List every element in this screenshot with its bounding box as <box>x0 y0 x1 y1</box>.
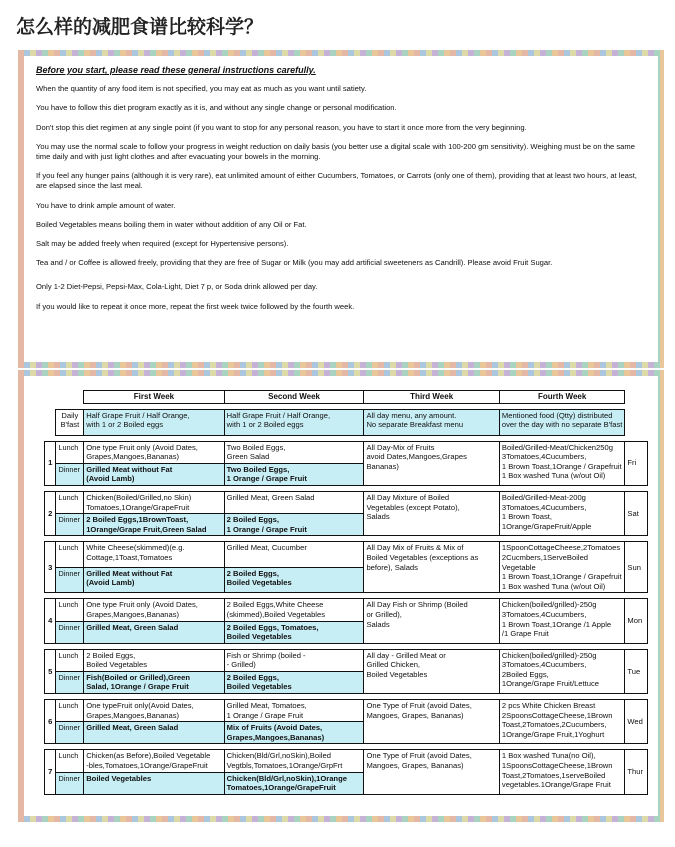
diet-table-panel <box>18 370 664 822</box>
dinner-label: Dinner <box>56 514 84 536</box>
instruction-item: Only 1-2 Diet-Pepsi, Pepsi-Max, Cola-Light, Diet 7 p, or Soda drink allowed per day. <box>36 282 318 292</box>
dinner-label: Dinner <box>56 671 84 693</box>
instruction-item: You have to drink ample amount of water. <box>36 200 176 210</box>
weekday-label: Fri <box>625 441 648 485</box>
weekday-label: Mon <box>625 599 648 643</box>
week4-day-menu: 1SpoonCottageCheese,2Tomatoes 2Cucmbers,1ServeBoiled Vegetable 1 Brown Toast,1Orange / Grapefruit 1 Box washed Tuna (w/out Oil) <box>499 542 625 593</box>
weekday-label: Thur <box>625 750 648 794</box>
week2-lunch: 2 Boiled Eggs,White Cheese (skimmed),Boiled Vegetables <box>224 599 364 621</box>
breakfast-cell: All day menu, any amount. No separate Breakfast menu <box>364 409 499 435</box>
day-lunch-row <box>45 441 648 463</box>
instruction-item: If you would like to repeat it once more, repeat the first week twice followed by the fourth week. <box>36 301 355 311</box>
day-number: 5 <box>45 649 56 693</box>
lunch-label: Lunch <box>56 750 84 772</box>
instructions-heading: Before you start, please read these general instructions carefully. <box>36 65 316 75</box>
dinner-label: Dinner <box>56 567 84 592</box>
week2-dinner: 2 Boiled Eggs, Boiled Vegetables <box>224 671 364 693</box>
week2-lunch: Chicken(Bld/Grl,noSkin),Boiled Vegtbls,Tomatoes,1Orange/GrpFrt <box>224 750 364 772</box>
instruction-item: Tea and / or Coffee is allowed freely, providing that they are free of Sugar or Milk (you may add artificial sweeteners as Candrill). Please avoid Fruit Sugar. <box>36 258 553 268</box>
week4-day-menu: 1 Box washed Tuna(no Oil), 1SpoonsCottageCheese,1Brown Toast,2Tomatoes,1serveBoiled vegetables.1Orange/Grape Fruit <box>499 750 625 794</box>
week2-lunch: Grilled Meat, Green Salad <box>224 491 364 513</box>
day-number: 1 <box>45 441 56 485</box>
instruction-item: You have to follow this diet program exactly as it is, and without any single change or personal modification. <box>36 103 397 113</box>
instructions-text <box>24 56 658 312</box>
instruction-item: Boiled Vegetables means boiling them in water without addition of any Oil or Fat. <box>36 219 307 229</box>
week2-dinner: Two Boiled Eggs, 1 Orange / Grape Fruit <box>224 463 364 485</box>
week3-day-menu: One Type of Fruit (avoid Dates, Mangoes, Grapes, Bananas) <box>364 750 499 794</box>
week2-dinner: Chicken(Bld/Grl,noSkin),1Orange Tomatoes,1Orange/GrapeFruit <box>224 772 364 794</box>
instruction-item: Don't stop this diet regimen at any single point (if you want to stop for any personal reason, you have to start it once more from the very beginning. <box>36 122 527 132</box>
week-header: First Week <box>84 391 224 404</box>
dinner-label: Dinner <box>56 772 84 794</box>
week1-dinner: Grilled Meat, Green Salad <box>84 722 224 744</box>
week3-day-menu: All day - Grilled Meat or Grilled Chicken, Boiled Vegetables <box>364 649 499 693</box>
dinner-label: Dinner <box>56 621 84 643</box>
weekday-label: Wed <box>625 700 648 744</box>
lunch-label: Lunch <box>56 491 84 513</box>
day-number: 7 <box>45 750 56 794</box>
week3-day-menu: All Day Mix of Fruits & Mix of Boiled Vegetables (exceptions as before), Salads <box>364 542 499 593</box>
day-number: 2 <box>45 491 56 535</box>
breakfast-cell: Mentioned food (Qtty) distributed over the day with no separate B'fast <box>499 409 625 435</box>
week-header-row <box>45 391 648 404</box>
week4-day-menu: 2 pcs White Chicken Breast 2SpoonsCottageCheese,1Brown Toast,2Tomatoes,2Cucumbers, 1Orange/Grape Fruit,1Yoghurt <box>499 700 625 744</box>
day-lunch-row <box>45 599 648 621</box>
instruction-item: You may use the normal scale to follow your progress in weight reduction on daily basis (you better use a digital scale with 100-200 gm sensitivity). Weighing must be on the same time daily and with just light clothes and after evacuating your bowels in the morning. <box>36 141 635 162</box>
breakfast-cell: Half Grape Fruit / Half Orange, with 1 or 2 Boiled eggs <box>84 409 224 435</box>
day-number: 6 <box>45 700 56 744</box>
day-lunch-row <box>45 750 648 772</box>
week2-lunch: Grilled Meat, Tomatoes, 1 Orange / Grape Fruit <box>224 700 364 722</box>
day-lunch-row <box>45 542 648 567</box>
lunch-label: Lunch <box>56 599 84 621</box>
diet-table <box>44 390 648 795</box>
instruction-item: When the quantity of any food item is not specified, you may eat as much as you want until satiety. <box>36 84 367 94</box>
week1-dinner: Boiled Vegetables <box>84 772 224 794</box>
day-lunch-row <box>45 649 648 671</box>
week1-dinner: Grilled Meat without Fat (Avoid Lamb) <box>84 567 224 592</box>
week1-lunch: 2 Boiled Eggs, Boiled Vegetables <box>84 649 224 671</box>
day-lunch-row <box>45 491 648 513</box>
lunch-label: Lunch <box>56 649 84 671</box>
week1-lunch: Chicken(Boiled/Grilled,no Skin) Tomatoes,1Orange/GrapeFruit <box>84 491 224 513</box>
breakfast-label: Daily B'fast <box>56 409 84 435</box>
week1-lunch: One type Fruit only (Avoid Dates, Grapes,Mangoes,Bananas) <box>84 599 224 621</box>
week2-lunch: Fish or Shrimp (boiled - - Grilled) <box>224 649 364 671</box>
week3-day-menu: All Day-Mix of Fruits avoid Dates,Mangoes,Grapes Bananas) <box>364 441 499 485</box>
week1-lunch: One type Fruit only (Avoid Dates, Grapes,Mangoes,Bananas) <box>84 441 224 463</box>
week2-dinner: Mix of Fruits (Avoid Dates, Grapes,Mangoes,Bananas) <box>224 722 364 744</box>
week3-day-menu: One Type of Fruit (avoid Dates, Mangoes, Grapes, Bananas) <box>364 700 499 744</box>
week1-lunch: One typeFruit only(Avoid Dates, Grapes,Mangoes,Bananas) <box>84 700 224 722</box>
lunch-label: Lunch <box>56 700 84 722</box>
weekday-label: Sun <box>625 542 648 593</box>
dinner-label: Dinner <box>56 463 84 485</box>
week1-dinner: Grilled Meat, Green Salad <box>84 621 224 643</box>
week3-day-menu: All Day Mixture of Boiled Vegetables (except Potato), Salads <box>364 491 499 535</box>
lunch-label: Lunch <box>56 441 84 463</box>
day-lunch-row <box>45 700 648 722</box>
instructions-panel <box>18 50 664 368</box>
week1-lunch: White Cheese(skimmed)(e.g. Cottage,1Toast,Tomatoes <box>84 542 224 567</box>
breakfast-row <box>45 409 648 435</box>
day-number: 4 <box>45 599 56 643</box>
lunch-label: Lunch <box>56 542 84 567</box>
week2-lunch: Grilled Meat, Cucumber <box>224 542 364 567</box>
page-title: 怎么样的减肥食谱比较科学？ <box>16 16 264 38</box>
week4-day-menu: Boiled/Grilled-Meat/Chicken250g 3Tomatoes,4Cucumbers, 1 Brown Toast,1Orange / Grapefruit 1 Box washed Tuna (w/out Oil) <box>499 441 625 485</box>
week3-day-menu: All Day Fish or Shrimp (Boiled or Grilled), Salads <box>364 599 499 643</box>
week4-day-menu: Chicken(boiled/grilled)-250g 3Tomatoes,4Cucumbers, 1 Brown Toast,1Orange /1 Apple /1 Grape Fruit <box>499 599 625 643</box>
week2-dinner: 2 Boiled Eggs, Boiled Vegetables <box>224 567 364 592</box>
week2-dinner: 2 Boiled Eggs, Tomatoes, Boiled Vegetables <box>224 621 364 643</box>
week1-dinner: Grilled Meat without Fat (Avoid Lamb) <box>84 463 224 485</box>
week-header: Second Week <box>224 391 364 404</box>
weekday-label: Tue <box>625 649 648 693</box>
week1-lunch: Chicken(as Before),Boiled Vegetable -bles,Tomatoes,1Orange/GrapeFruit <box>84 750 224 772</box>
week1-dinner: 2 Boiled Eggs,1BrownToast, 1Orange/Grape Fruit,Green Salad <box>84 514 224 536</box>
dinner-label: Dinner <box>56 722 84 744</box>
week1-dinner: Fish(Boiled or Grilled),Green Salad, 1Orange / Grape Fruit <box>84 671 224 693</box>
week-header: Fourth Week <box>499 391 625 404</box>
day-number: 3 <box>45 542 56 593</box>
week4-day-menu: Chicken(boiled/grilled)-250g 3Tomatoes,4Cucumbers, 2Boiled Eggs, 1Orange/Grape Fruit/Lettuce <box>499 649 625 693</box>
week-header: Third Week <box>364 391 499 404</box>
instruction-item: Salt may be added freely when required (except for Hypertensive persons). <box>36 239 289 249</box>
week2-dinner: 2 Boiled Eggs, 1 Orange / Grape Fruit <box>224 514 364 536</box>
week2-lunch: Two Boiled Eggs, Green Salad <box>224 441 364 463</box>
weekday-label: Sat <box>625 491 648 535</box>
week4-day-menu: Boiled/Grilled-Meat-200g 3Tomatoes,4Cucumbers, 1 Brown Toast, 1Orange/GrapeFruit/Apple <box>499 491 625 535</box>
breakfast-cell: Half Grape Fruit / Half Orange, with 1 or 2 Boiled eggs <box>224 409 364 435</box>
instruction-item: If you feel any hunger pains (although it is very rare), eat unlimited amount of either Cucumbers, Tomatoes, or Carrots (only one of them), providing that at least two hours, at least, are elapsed since the last meal. <box>36 171 637 191</box>
